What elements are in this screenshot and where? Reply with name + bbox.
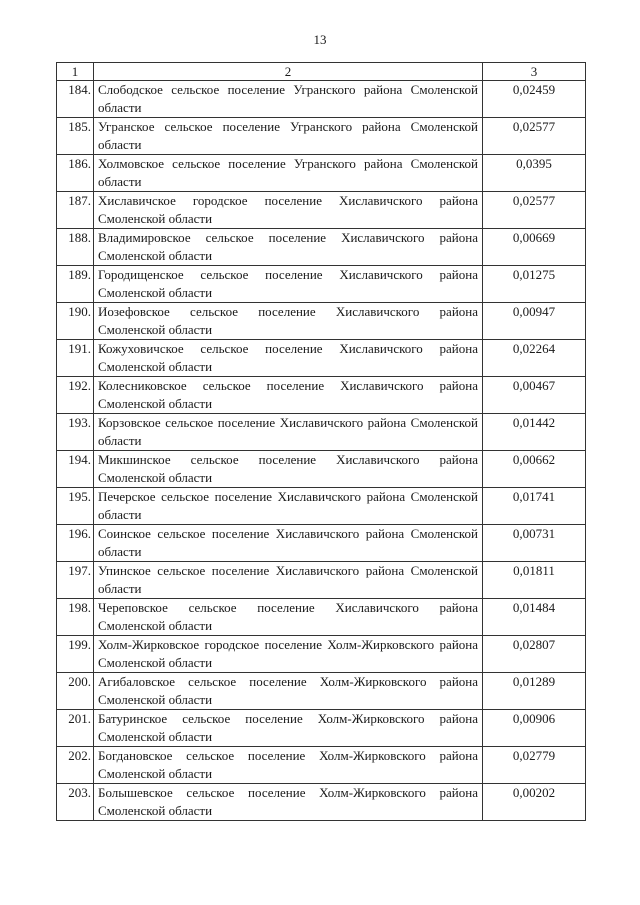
row-number: 200. bbox=[57, 673, 94, 710]
coefficient-value: 0,00669 bbox=[483, 229, 586, 266]
row-number: 193. bbox=[57, 414, 94, 451]
settlement-name: Кожуховичское сельское поселение Хиславичского района Смоленской области bbox=[94, 340, 483, 377]
table-header-row bbox=[57, 63, 586, 81]
settlement-name: Батуринское сельское поселение Холм-Жирковского района Смоленской области bbox=[94, 710, 483, 747]
row-number: 196. bbox=[57, 525, 94, 562]
settlement-name: Слободское сельское поселение Угранского района Смоленской области bbox=[94, 81, 483, 118]
coefficient-value: 0,01811 bbox=[483, 562, 586, 599]
settlement-name: Иозефовское сельское поселение Хиславичского района Смоленской области bbox=[94, 303, 483, 340]
coefficient-value: 0,00467 bbox=[483, 377, 586, 414]
row-number: 192. bbox=[57, 377, 94, 414]
table-row bbox=[57, 81, 586, 118]
coefficient-value: 0,0395 bbox=[483, 155, 586, 192]
row-number: 202. bbox=[57, 747, 94, 784]
settlement-name: Болышевское сельское поселение Холм-Жирковского района Смоленской области bbox=[94, 784, 483, 821]
row-number: 203. bbox=[57, 784, 94, 821]
settlement-name: Городищенское сельское поселение Хиславичского района Смоленской области bbox=[94, 266, 483, 303]
table-row bbox=[57, 636, 586, 673]
coefficient-value: 0,02577 bbox=[483, 192, 586, 229]
coefficient-value: 0,01275 bbox=[483, 266, 586, 303]
page-number: 13 bbox=[313, 32, 327, 47]
settlement-name: Холм-Жирковское городское поселение Холм-Жирковского района Смоленской области bbox=[94, 636, 483, 673]
settlements-table bbox=[56, 62, 586, 821]
row-number: 197. bbox=[57, 562, 94, 599]
row-number: 199. bbox=[57, 636, 94, 673]
coefficient-value: 0,02779 bbox=[483, 747, 586, 784]
coefficient-value: 0,01289 bbox=[483, 673, 586, 710]
row-number: 190. bbox=[57, 303, 94, 340]
column-header-number: 1 bbox=[57, 63, 94, 81]
row-number: 191. bbox=[57, 340, 94, 377]
settlement-name: Колесниковское сельское поселение Хиславичского района Смоленской области bbox=[94, 377, 483, 414]
column-header-value: 3 bbox=[483, 63, 586, 81]
settlement-name: Холмовское сельское поселение Угранского района Смоленской области bbox=[94, 155, 483, 192]
table-row bbox=[57, 192, 586, 229]
table-row bbox=[57, 118, 586, 155]
settlement-name: Владимировское сельское поселение Хиславичского района Смоленской области bbox=[94, 229, 483, 266]
table-row bbox=[57, 525, 586, 562]
table-row bbox=[57, 414, 586, 451]
coefficient-value: 0,00731 bbox=[483, 525, 586, 562]
row-number: 188. bbox=[57, 229, 94, 266]
coefficient-value: 0,02577 bbox=[483, 118, 586, 155]
table-row bbox=[57, 673, 586, 710]
table-row bbox=[57, 747, 586, 784]
table-row bbox=[57, 784, 586, 821]
table-row bbox=[57, 488, 586, 525]
table-row bbox=[57, 710, 586, 747]
settlement-name: Микшинское сельское поселение Хиславичского района Смоленской области bbox=[94, 451, 483, 488]
coefficient-value: 0,02264 bbox=[483, 340, 586, 377]
row-number: 201. bbox=[57, 710, 94, 747]
coefficient-value: 0,02807 bbox=[483, 636, 586, 673]
settlement-name: Упинское сельское поселение Хиславичского района Смоленской области bbox=[94, 562, 483, 599]
coefficient-value: 0,00202 bbox=[483, 784, 586, 821]
settlement-name: Череповское сельское поселение Хиславичского района Смоленской области bbox=[94, 599, 483, 636]
table-row bbox=[57, 451, 586, 488]
settlement-name: Угранское сельское поселение Угранского района Смоленской области bbox=[94, 118, 483, 155]
coefficient-value: 0,01442 bbox=[483, 414, 586, 451]
settlement-name: Соинское сельское поселение Хиславичского района Смоленской области bbox=[94, 525, 483, 562]
row-number: 186. bbox=[57, 155, 94, 192]
settlement-name: Хиславичское городское поселение Хиславичского района Смоленской области bbox=[94, 192, 483, 229]
coefficient-value: 0,01484 bbox=[483, 599, 586, 636]
table-row bbox=[57, 266, 586, 303]
coefficient-value: 0,02459 bbox=[483, 81, 586, 118]
row-number: 194. bbox=[57, 451, 94, 488]
row-number: 184. bbox=[57, 81, 94, 118]
table-row bbox=[57, 229, 586, 266]
table-row bbox=[57, 340, 586, 377]
row-number: 195. bbox=[57, 488, 94, 525]
settlement-name: Богдановское сельское поселение Холм-Жирковского района Смоленской области bbox=[94, 747, 483, 784]
table-row bbox=[57, 562, 586, 599]
table-row bbox=[57, 303, 586, 340]
table-row bbox=[57, 599, 586, 636]
coefficient-value: 0,00947 bbox=[483, 303, 586, 340]
settlement-name: Агибаловское сельское поселение Холм-Жирковского района Смоленской области bbox=[94, 673, 483, 710]
settlement-name: Печерское сельское поселение Хиславичского района Смоленской области bbox=[94, 488, 483, 525]
table-row bbox=[57, 377, 586, 414]
row-number: 187. bbox=[57, 192, 94, 229]
column-header-name: 2 bbox=[94, 63, 483, 81]
row-number: 185. bbox=[57, 118, 94, 155]
coefficient-value: 0,01741 bbox=[483, 488, 586, 525]
row-number: 198. bbox=[57, 599, 94, 636]
row-number: 189. bbox=[57, 266, 94, 303]
settlement-name: Корзовское сельское поселение Хиславичского района Смоленской области bbox=[94, 414, 483, 451]
coefficient-value: 0,00662 bbox=[483, 451, 586, 488]
table-row bbox=[57, 155, 586, 192]
coefficient-value: 0,00906 bbox=[483, 710, 586, 747]
